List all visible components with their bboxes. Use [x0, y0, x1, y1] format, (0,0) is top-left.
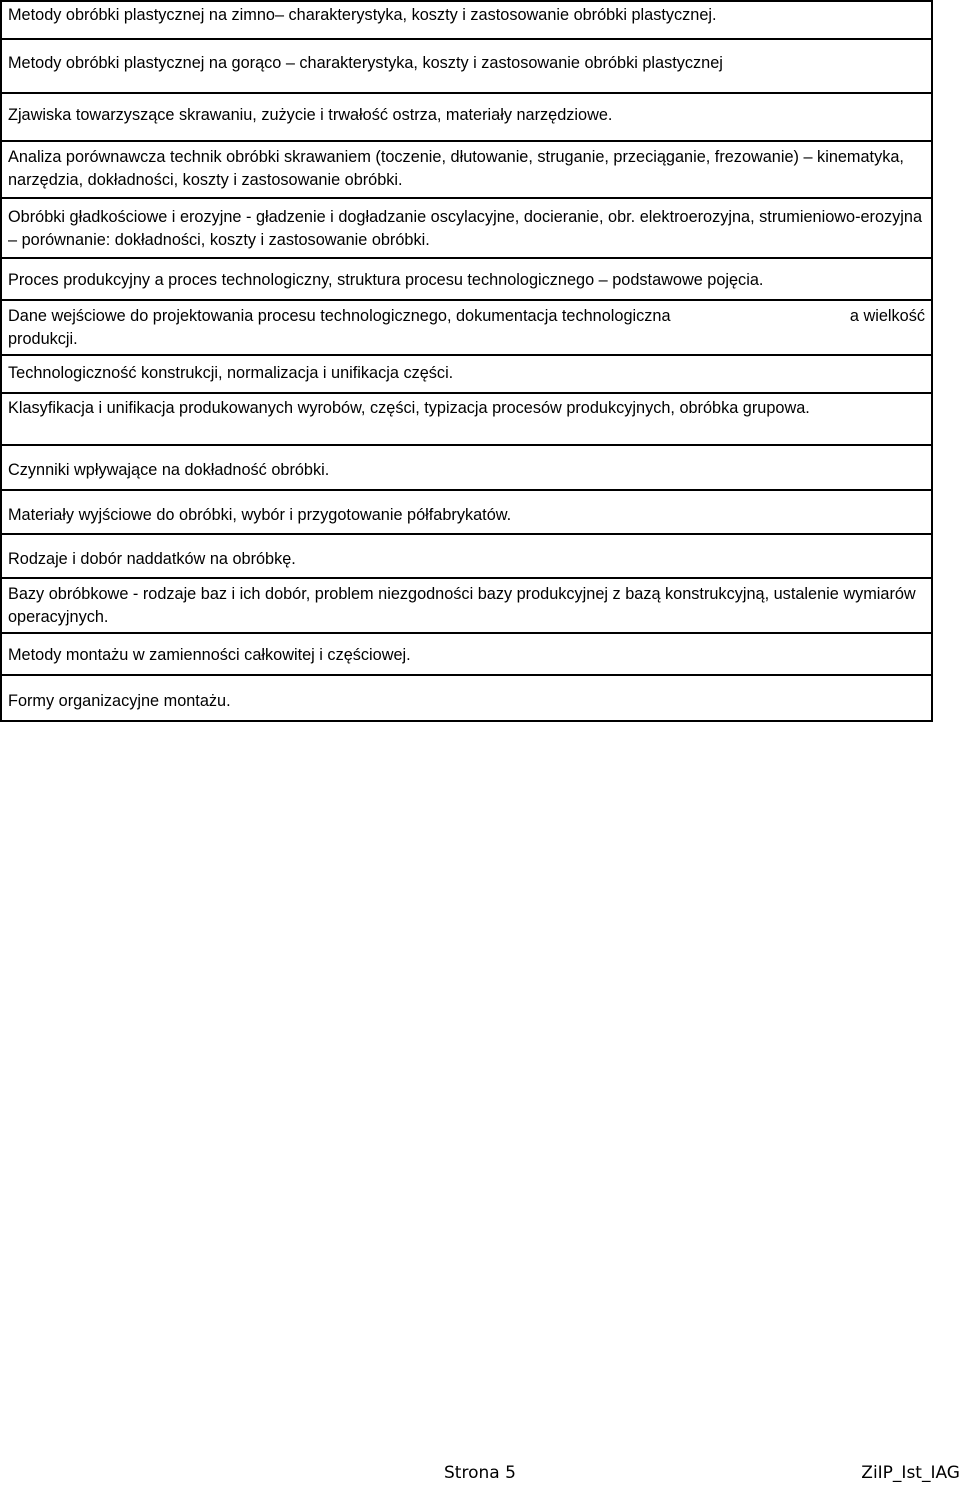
topic-cell	[1, 258, 932, 300]
topic-text: Dane wejściowe do projektowania procesu technologicznego, dokumentacja technologiczna	[8, 307, 671, 325]
topic-text: Technologiczność konstrukcji, normalizacja i unifikacja części.	[8, 364, 454, 382]
table-row	[1, 578, 932, 633]
topic-cell	[1, 534, 932, 578]
topic-cell	[1, 1, 932, 39]
table-row	[1, 355, 932, 393]
topic-cell	[1, 578, 932, 633]
table-row	[1, 445, 932, 490]
table-row	[1, 93, 932, 141]
table-row	[1, 39, 932, 93]
topic-text: Bazy obróbkowe - rodzaje baz i ich dobór, problem niezgodności bazy produkcyjnej z bazą konstrukcyjną, ustalenie wymiarów operacyjnych.	[8, 585, 916, 626]
page-number: Strona 5	[444, 1463, 516, 1483]
topic-text: Zjawiska towarzyszące skrawaniu, zużycie i trwałość ostrza, materiały narzędziowe.	[8, 106, 613, 124]
topic-text: Formy organizacyjne montażu.	[8, 692, 231, 710]
topic-cell	[1, 39, 932, 93]
topic-cell	[1, 198, 932, 258]
table-row	[1, 300, 932, 355]
topic-text: Obróbki gładkościowe i erozyjne - gładzenie i dogładzanie oscylacyjne, docieranie, obr. elektroerozyjna, strumieniowo-erozyjna – porównanie: dokładności, koszty i zastosowanie obróbki.	[8, 208, 923, 249]
table-row	[1, 633, 932, 675]
topic-text-right: a wielkość	[849, 307, 925, 325]
topic-cell	[1, 393, 932, 445]
topic-text: Metody obróbki plastycznej na zimno– charakterystyka, koszty i zastosowanie obróbki plastycznej.	[8, 6, 717, 24]
topic-text: Metody obróbki plastycznej na gorąco – charakterystyka, koszty i zastosowanie obróbki plastycznej	[8, 54, 723, 72]
topic-text: Czynniki wpływające na dokładność obróbki.	[8, 461, 330, 479]
topic-line	[8, 305, 925, 328]
table-row	[1, 258, 932, 300]
topic-text: Materiały wyjściowe do obróbki, wybór i przygotowanie półfabrykatów.	[8, 506, 512, 524]
topic-text: Metody montażu w zamienności całkowitej i częściowej.	[8, 646, 411, 664]
table-row	[1, 141, 932, 198]
topic-cell	[1, 141, 932, 198]
document-code: ZiIP_Ist_IAG	[861, 1463, 960, 1483]
table-row	[1, 1, 932, 39]
topic-text: Klasyfikacja i unifikacja produkowanych wyrobów, części, typizacja procesów produkcyjnych, obróbka grupowa.	[8, 399, 810, 417]
topic-cell	[1, 355, 932, 393]
table-row	[1, 490, 932, 534]
topic-cell	[1, 490, 932, 534]
table-row	[1, 675, 932, 721]
topic-text: Rodzaje i dobór naddatków na obróbkę.	[8, 550, 296, 568]
topic-text-continuation: produkcji.	[8, 330, 78, 348]
topic-cell	[1, 93, 932, 141]
topic-text: Proces produkcyjny a proces technologiczny, struktura procesu technologicznego – podstawowe pojęcia.	[8, 271, 764, 289]
topics-table	[0, 0, 933, 722]
topic-cell	[1, 633, 932, 675]
topic-text: Analiza porównawcza technik obróbki skrawaniem (toczenie, dłutowanie, struganie, przeciąganie, frezowanie) – kinematyka, narzędzia, dokładności, koszty i zastosowanie obróbki.	[8, 148, 904, 189]
table-row	[1, 198, 932, 258]
topic-cell	[1, 445, 932, 490]
topic-cell	[1, 675, 932, 721]
table-row	[1, 393, 932, 445]
topic-cell	[1, 300, 932, 355]
table-row	[1, 534, 932, 578]
